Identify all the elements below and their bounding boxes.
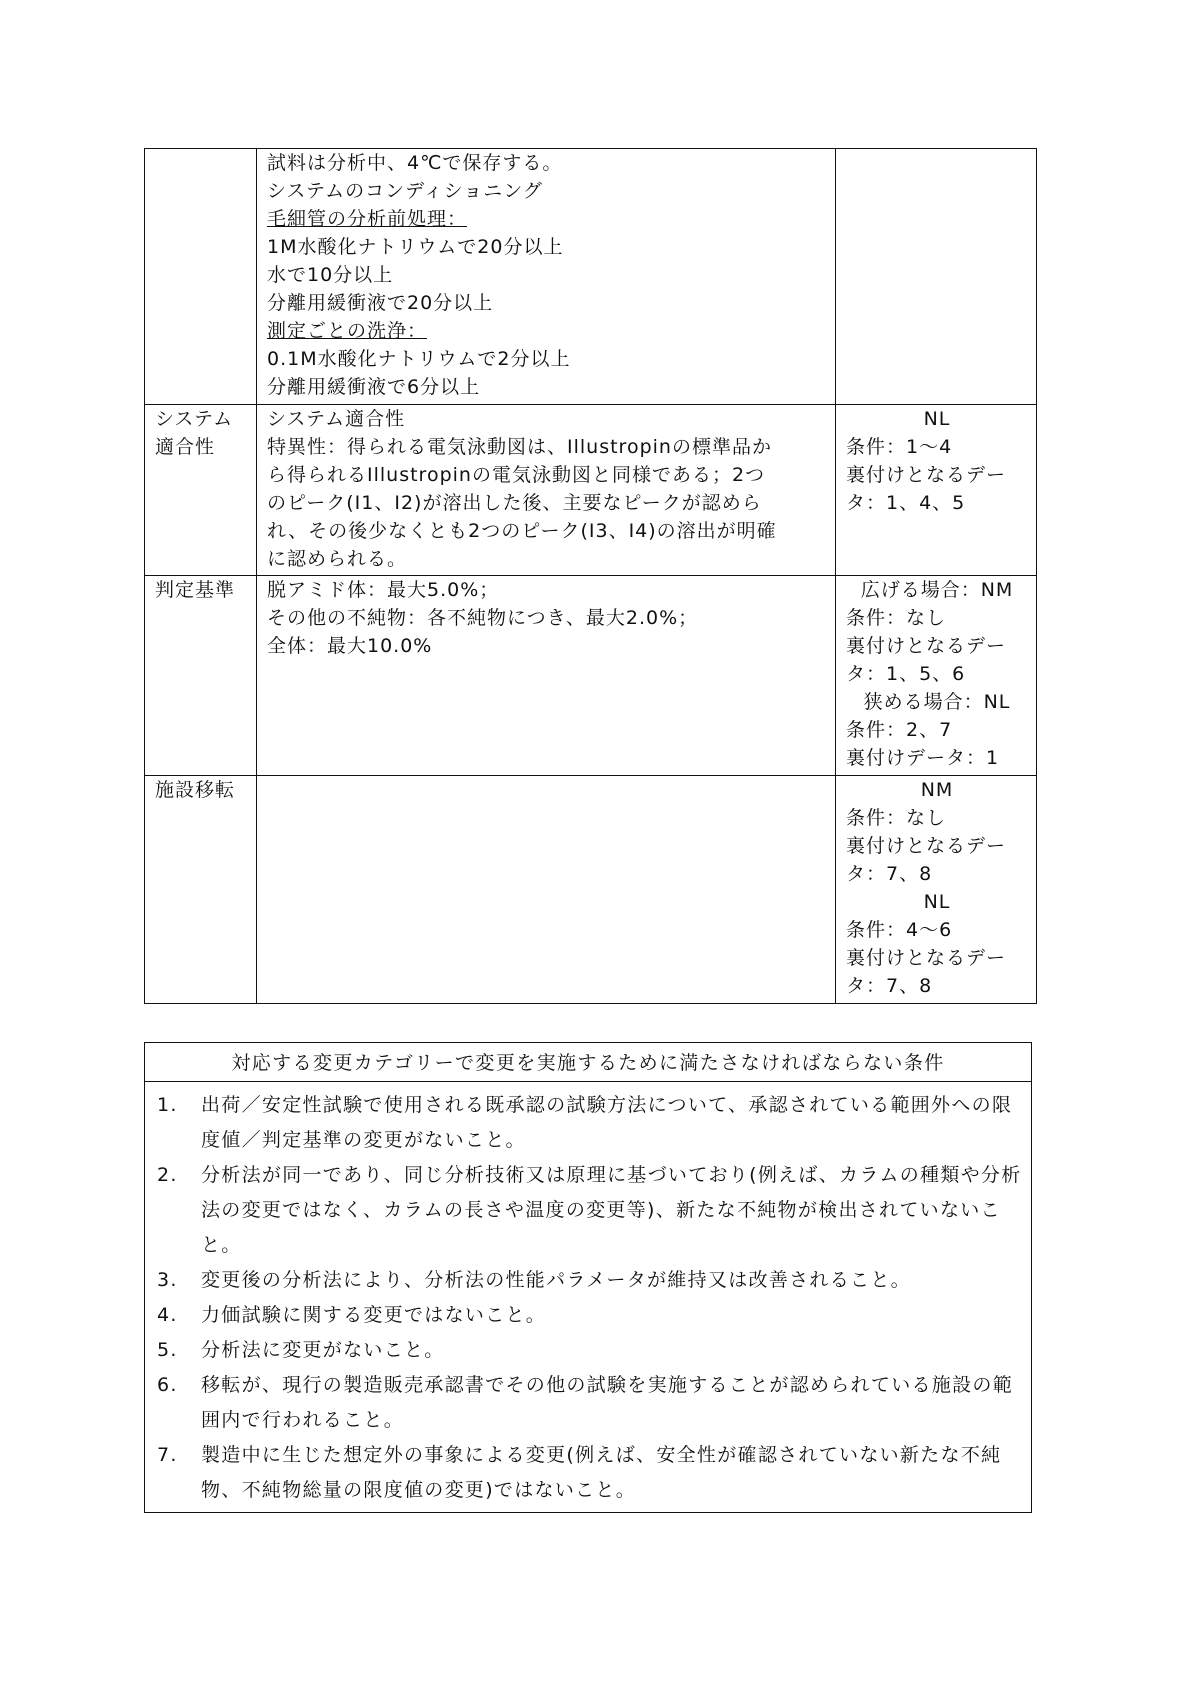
- category-line: タ：1、4、5: [846, 492, 966, 514]
- label-line: 判定基準: [155, 579, 236, 601]
- category-line: タ：7、8: [846, 975, 933, 997]
- category-line: 条件：4～6: [846, 919, 953, 941]
- category-line: 広げる場合：NM: [860, 579, 1014, 601]
- conditions-list: [145, 1082, 1031, 1512]
- content-line: のピーク(I1、I2)が溶出した後、主要なピークが認めら: [267, 492, 762, 514]
- category-line: 条件：2、7: [846, 719, 953, 741]
- row-category-cell: [836, 149, 1037, 405]
- conditions-header: 対応する変更カテゴリーで変更を実施するために満たさなければならない条件: [145, 1043, 1031, 1082]
- content-line: 1M水酸化ナトリウムで20分以上: [267, 236, 564, 258]
- change-category-table: [144, 148, 1037, 1004]
- row-content-cell: [257, 405, 836, 576]
- category-line: 狭める場合：NL: [863, 691, 1011, 713]
- condition-number: 4.: [157, 1304, 178, 1326]
- content-line: 脱アミド体：最大5.0%；: [267, 579, 500, 601]
- condition-number: 5.: [157, 1339, 178, 1361]
- condition-number: 7.: [157, 1444, 178, 1466]
- content-line: 分離用緩衝液で20分以上: [267, 292, 494, 314]
- condition-number: 3.: [157, 1269, 178, 1291]
- condition-number: 1.: [157, 1094, 178, 1116]
- category-line: 条件：なし: [846, 607, 947, 629]
- row-category-cell: [836, 405, 1037, 576]
- condition-text: 移転が、現行の製造販売承認書でその他の試験を実施することが認められている施設の範囲内で行われること。: [201, 1374, 1014, 1431]
- content-line: 全体：最大10.0%: [267, 635, 433, 657]
- conditions-table: [144, 1042, 1032, 1513]
- row-label-cell: [145, 776, 257, 1004]
- row-label-cell: [145, 149, 257, 405]
- row-content-cell: [257, 576, 836, 776]
- condition-item: [157, 1298, 1023, 1333]
- content-line: その他の不純物：各不純物につき、最大2.0%；: [267, 607, 699, 629]
- condition-item: [157, 1333, 1023, 1368]
- condition-text: 分析法に変更がないこと。: [201, 1339, 445, 1361]
- content-line: 毛細管の分析前処理：: [267, 208, 468, 230]
- label-line: システム: [155, 408, 234, 430]
- content-line: 水で10分以上: [267, 264, 394, 286]
- condition-item: [157, 1368, 1023, 1438]
- condition-text: 出荷／安定性試験で使用される既承認の試験方法について、承認されている範囲外への限度値／判定基準の変更がないこと。: [201, 1094, 1013, 1151]
- condition-item: [157, 1263, 1023, 1298]
- category-line: 条件：なし: [846, 807, 947, 829]
- content-line: システムのコンディショニング: [267, 180, 543, 202]
- content-line: 特異性：得られる電気泳動図は、Illustropinの標準品か: [267, 436, 772, 458]
- category-line: タ：7、8: [846, 863, 933, 885]
- condition-text: 変更後の分析法により、分析法の性能パラメータが維持又は改善されること。: [201, 1269, 911, 1291]
- condition-text: 製造中に生じた想定外の事象による変更(例えば、安全性が確認されていない新たな不純物、不純物総量の限度値の変更)ではないこと。: [201, 1444, 1002, 1501]
- content-line: に認められる。: [267, 548, 408, 570]
- row-label-cell: [145, 576, 257, 776]
- condition-item: [157, 1088, 1023, 1158]
- condition-item: [157, 1438, 1023, 1508]
- condition-number: 2.: [157, 1164, 178, 1186]
- content-line: 分離用緩衝液で6分以上: [267, 376, 481, 398]
- category-line: NM: [920, 779, 954, 801]
- category-line: 裏付けとなるデー: [846, 635, 1007, 657]
- content-line: ら得られるIllustropinの電気泳動図と同様である；2つ: [267, 464, 766, 486]
- content-line: システム適合性: [267, 408, 406, 430]
- condition-number: 6.: [157, 1374, 178, 1396]
- label-line: 施設移転: [155, 779, 236, 801]
- category-line: NL: [923, 408, 951, 430]
- content-line: 測定ごとの洗浄：: [267, 320, 428, 342]
- condition-item: [157, 1158, 1023, 1263]
- table-row: [145, 776, 1037, 1004]
- table-row: [145, 149, 1037, 405]
- row-category-cell: [836, 576, 1037, 776]
- content-line: 0.1M水酸化ナトリウムで2分以上: [267, 348, 571, 370]
- category-line: 裏付けとなるデー: [846, 835, 1007, 857]
- table-row: [145, 576, 1037, 776]
- row-content-cell: [257, 776, 836, 1004]
- row-label-cell: [145, 405, 257, 576]
- category-line: 条件：1～4: [846, 436, 953, 458]
- table-row: [145, 405, 1037, 576]
- label-line: 適合性: [155, 436, 216, 458]
- category-line: 裏付けデータ：1: [846, 747, 1000, 769]
- category-line: 裏付けとなるデー: [846, 464, 1007, 486]
- content-line: 試料は分析中、4℃で保存する。: [267, 152, 563, 174]
- content-line: れ、その後少なくとも2つのピーク(I3、I4)の溶出が明確: [267, 520, 777, 542]
- category-line: NL: [923, 891, 951, 913]
- category-line: タ：1、5、6: [846, 663, 966, 685]
- condition-text: 分析法が同一であり、同じ分析技術又は原理に基づいており(例えば、カラムの種類や分析法の変更ではなく、カラムの長さや温度の変更等)、新たな不純物が検出されていないこと。: [201, 1164, 1022, 1256]
- category-line: 裏付けとなるデー: [846, 947, 1007, 969]
- row-content-cell: [257, 149, 836, 405]
- row-category-cell: [836, 776, 1037, 1004]
- condition-text: 力価試験に関する変更ではないこと。: [201, 1304, 547, 1326]
